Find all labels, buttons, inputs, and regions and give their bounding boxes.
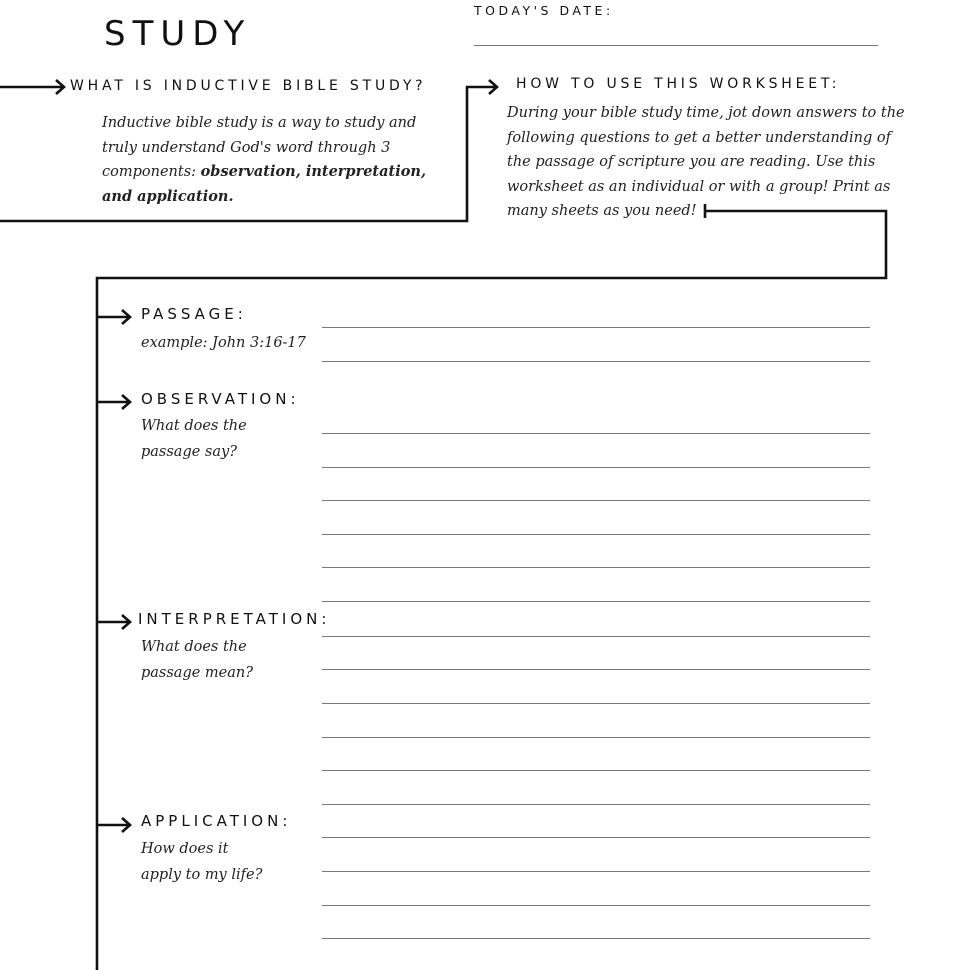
what-text: Inductive bible study is a way to study and truly understand God's word through 3 components:: [102, 115, 417, 180]
application-heading: APPLICATION:: [141, 812, 292, 830]
observation-heading: OBSERVATION:: [141, 390, 300, 408]
how-heading: HOW TO USE THIS WORKSHEET:: [516, 76, 841, 92]
date-input-line[interactable]: [474, 45, 878, 46]
passage-heading: PASSAGE:: [141, 305, 247, 323]
interpretation-answer-line[interactable]: [322, 636, 870, 637]
page-title: STUDY: [104, 14, 252, 54]
how-description: During your bible study time, jot down answers to the following questions to get a better understanding of the passage of scripture you are reading. Use this worksheet as an individual or with a group! Print as many sheets as you need!: [507, 105, 905, 219]
interpretation-answer-line[interactable]: [322, 737, 870, 738]
what-description: [102, 111, 442, 209]
application-answer-line[interactable]: [322, 837, 870, 838]
what-heading: WHAT IS INDUCTIVE BIBLE STUDY?: [70, 78, 427, 94]
observation-answer-line[interactable]: [322, 567, 870, 568]
application-answer-line[interactable]: [322, 871, 870, 872]
application-answer-line[interactable]: [322, 905, 870, 906]
passage-answer-line[interactable]: [322, 327, 870, 328]
passage-answer-line[interactable]: [322, 361, 870, 362]
observation-answer-line[interactable]: [322, 433, 870, 434]
interpretation-answer-line[interactable]: [322, 770, 870, 771]
section-arrows: [97, 310, 130, 832]
observation-answer-line[interactable]: [322, 500, 870, 501]
interpretation-heading: INTERPRETATION:: [138, 610, 331, 628]
interpretation-answer-line[interactable]: [322, 804, 870, 805]
passage-prompt: example: John 3:16-17: [141, 335, 306, 351]
observation-prompt: What does the passage say?: [141, 418, 247, 460]
application-answer-line[interactable]: [322, 938, 870, 939]
interpretation-prompt: What does the passage mean?: [141, 639, 254, 681]
observation-answer-line[interactable]: [322, 601, 870, 602]
observation-answer-line[interactable]: [322, 467, 870, 468]
date-label: TODAY'S DATE:: [474, 3, 614, 18]
what-bold: observation, interpretation, and application.: [102, 163, 426, 205]
interpretation-answer-line[interactable]: [322, 703, 870, 704]
interpretation-answer-line[interactable]: [322, 669, 870, 670]
observation-answer-line[interactable]: [322, 534, 870, 535]
application-prompt: How does it apply to my life?: [141, 841, 263, 883]
